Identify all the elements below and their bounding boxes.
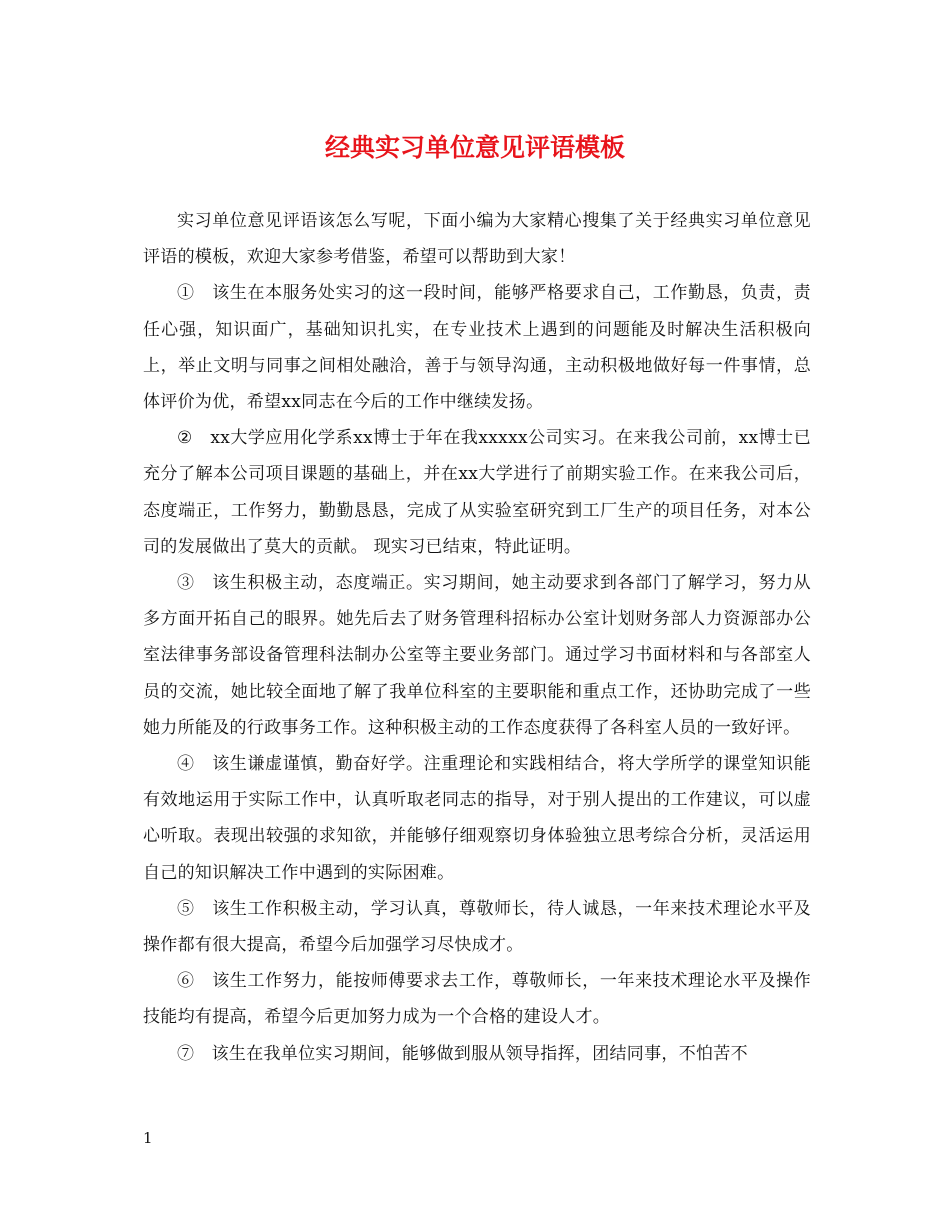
comment-paragraph-7: ⑦ 该生在我单位实习期间，能够做到服从领导指挥，团结同事，不怕苦不	[177, 1043, 748, 1064]
comment-paragraph-5: ⑤ 该生工作积极主动，学习认真，尊敬师长，待人诚恳，一年来技术理论水平及操作都有很大提高，希望今后加强学习尽快成才。	[143, 898, 811, 956]
page-number: 1	[143, 1129, 153, 1147]
intro-paragraph: 实习单位意见评语该怎么写呢，下面小编为大家精心搜集了关于经典实习单位意见评语的模板，欢迎大家参考借鉴，希望可以帮助到大家！	[143, 211, 811, 268]
comment-paragraph-1: ① 该生在本服务处实习的这一段时间，能够严格要求自己，工作勤恳，负责，责任心强，知识面广，基础知识扎实，在专业技术上遇到的问题能及时解决生活积极向上，举止文明与同事之间相处融洽，善于与领导沟通，主动积极地做好每一件事情，总体评价为优，希望xx同志在今后的工作中继续发扬。	[143, 283, 811, 413]
document-body	[143, 203, 811, 1072]
page-title: 经典实习单位意见评语模板	[324, 133, 625, 162]
comment-paragraph-4: ④ 该生谦虚谨慎，勤奋好学。注重理论和实践相结合，将大学所学的课堂知识能有效地运用于实际工作中，认真听取老同志的指导，对于别人提出的工作建议，可以虚心听取。表现出较强的求知欲，并能够仔细观察切身体验独立思考综合分析，灵活运用自己的知识解决工作中遇到的实际困难。	[143, 754, 811, 883]
comment-paragraph-6: ⑥ 该生工作努力，能按师傅要求去工作，尊敬师长，一年来技术理论水平及操作技能均有提高，希望今后更加努力成为一个合格的建设人才。	[143, 971, 811, 1028]
comment-paragraph-3: ③ 该生积极主动，态度端正。实习期间，她主动要求到各部门了解学习，努力从多方面开拓自己的眼界。她先后去了财务管理科招标办公室计划财务部人力资源部办公室法律事务部设备管理科法制办公室等主要业务部门。通过学习书面材料和与各部室人员的交流，她比较全面地了解了我单位科室的主要职能和重点工作，还协助完成了一些她力所能及的行政事务工作。这种积极主动的工作态度获得了各科室人员的一致好评。	[143, 573, 811, 738]
comment-paragraph-2: ② xx大学应用化学系xx博士于年在我xxxxx公司实习。在来我公司前，xx博士已充分了解本公司项目课题的基础上，并在xx大学进行了前期实验工作。在来我公司后，态度端正，工作努力，勤勤恳恳，完成了从实验室研究到工厂生产的项目任务，对本公司的发展做出了莫大的贡献。 现实习已结束，特此证明。	[143, 428, 811, 557]
